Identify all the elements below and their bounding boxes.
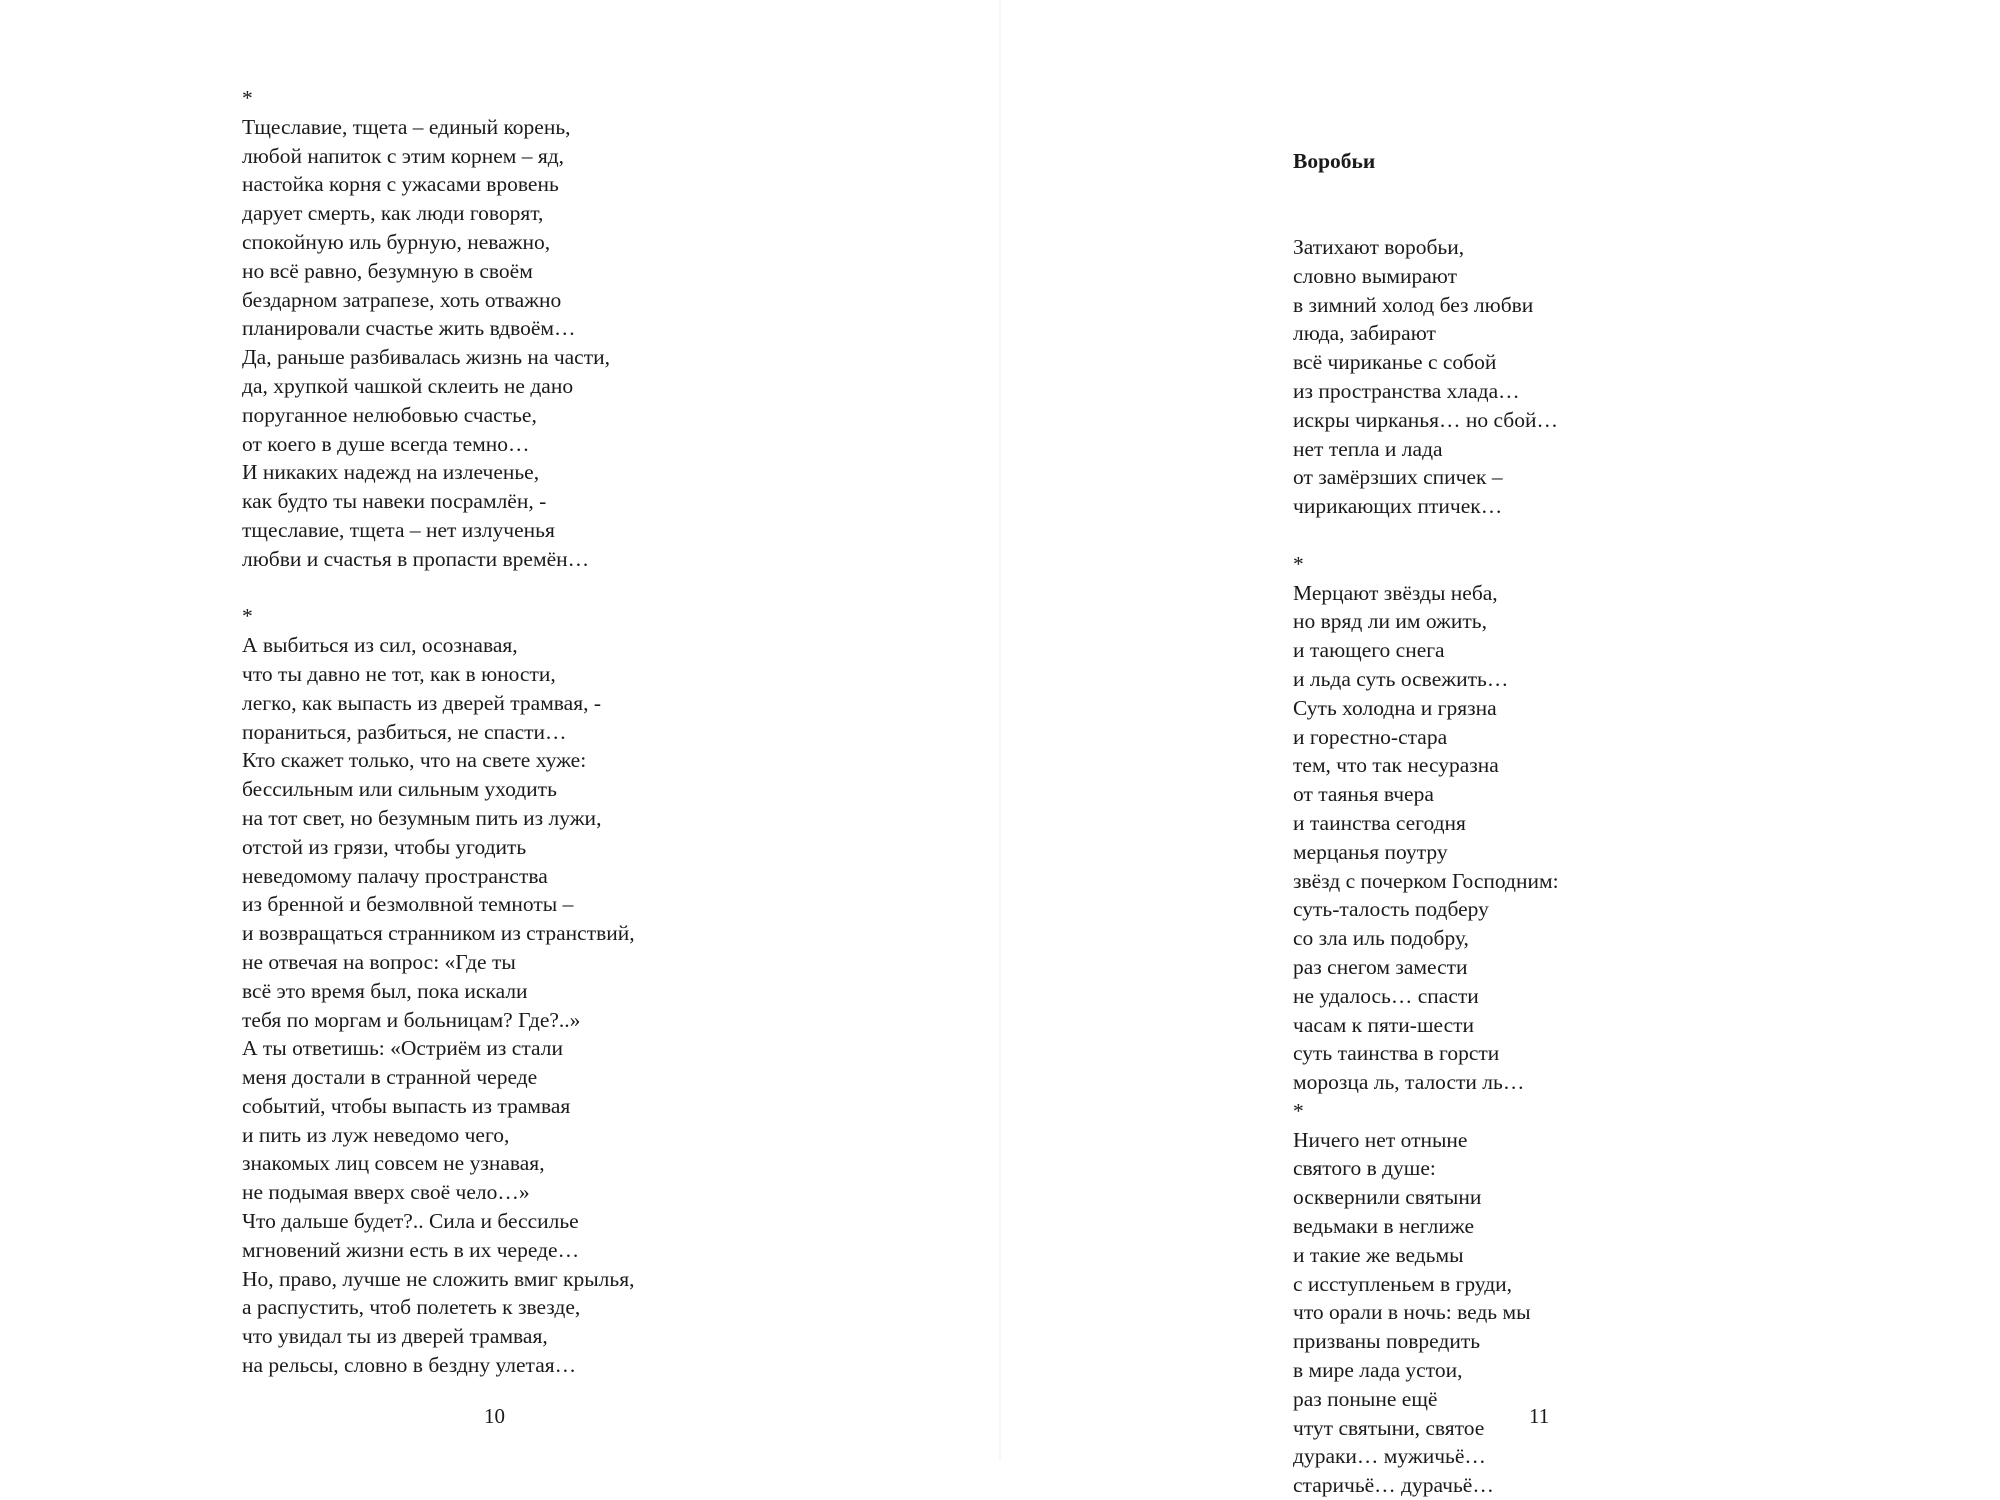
- verse-line: со зла иль подобру,: [1293, 926, 1469, 951]
- verse-line: тебя по моргам и больницам? Где?..»: [242, 1007, 581, 1032]
- verse-line: Затихают воробьи,: [1293, 234, 1465, 259]
- verse-line: всё это время был, пока искали: [242, 978, 528, 1003]
- verse-line: Что дальше будет?.. Сила и бессилье: [242, 1209, 579, 1234]
- verse-line: бездарном затрапезе, хоть отважно: [242, 287, 562, 312]
- stanza-gap: [242, 574, 635, 603]
- verse-line: тщеславие, тщета – нет излученья: [242, 517, 555, 542]
- verse-line: всё чириканье с собой: [1293, 350, 1497, 375]
- verse-line: в мире лада устои,: [1293, 1358, 1463, 1383]
- verse-line: что ты давно не тот, как в юности,: [242, 661, 556, 686]
- verse-line: знакомых лиц совсем не узнавая,: [242, 1151, 545, 1176]
- verse-line: люда, забирают: [1293, 321, 1436, 346]
- verse-line: из бренной и безмолвной темноты –: [242, 892, 574, 917]
- verse-line: но вряд ли им ожить,: [1293, 609, 1487, 634]
- verse-line: но всё равно, безумную в своём: [242, 258, 533, 283]
- verse-line: и горестно-стара: [1293, 724, 1448, 749]
- section-marker: *: [242, 86, 253, 110]
- verse-line: Тщеславие, тщета – единый корень,: [242, 114, 571, 139]
- verse-line: не подымая вверх своё чело…»: [242, 1180, 530, 1205]
- verse-line: Ничего нет отныне: [1293, 1127, 1468, 1152]
- verse-line: любой напиток с этим корнем – яд,: [242, 143, 565, 168]
- verse-line: событий, чтобы выпасть из трамвая: [242, 1093, 571, 1118]
- verse-line: отстой из грязи, чтобы угодить: [242, 834, 527, 859]
- verse-line: планировали счастье жить вдвоём…: [242, 316, 576, 341]
- verse-line: что увидал ты из дверей трамвая,: [242, 1324, 548, 1349]
- verse-line: святого в душе:: [1293, 1156, 1436, 1181]
- verse-line: и пить из луж неведомо чего,: [242, 1122, 510, 1147]
- poem-title: Воробьи: [1293, 148, 1376, 173]
- verse-line: чирикающих птичек…: [1293, 494, 1503, 519]
- section-marker: *: [1293, 551, 1304, 576]
- verse-line: не отвечая на вопрос: «Где ты: [242, 949, 516, 974]
- verse-line: пораниться, разбиться, не спасти…: [242, 719, 567, 744]
- verse-line: на тот свет, но безумным пить из лужи,: [242, 805, 602, 830]
- verse-line: мерцанья поутру: [1293, 839, 1448, 864]
- left-poems: [242, 84, 635, 1380]
- verse-line: и такие же ведьмы: [1293, 1242, 1464, 1267]
- verse-line: часам к пяти-шести: [1293, 1012, 1475, 1037]
- verse-line: Суть холодна и грязна: [1293, 695, 1497, 720]
- section-marker: *: [1293, 1098, 1304, 1123]
- verse-line: от коего в душе всегда темно…: [242, 431, 530, 456]
- verse-line: нет тепла и лада: [1293, 436, 1443, 461]
- verse-line: что орали в ночь: ведь мы: [1293, 1300, 1531, 1325]
- verse-line: с исступленьем в груди,: [1293, 1271, 1513, 1296]
- verse-line: суть таинства в горсти: [1293, 1041, 1500, 1066]
- verse-line: раз поныне ещё: [1293, 1386, 1438, 1411]
- verse-line: искры чирканья… но сбой…: [1293, 407, 1559, 432]
- verse-line: да, хрупкой чашкой склеить не дано: [242, 373, 574, 398]
- verse-line: звёзд с почерком Господним:: [1293, 868, 1559, 893]
- verse-line: морозца ль, талости ль…: [1293, 1070, 1525, 1095]
- verse-line: словно вымирают: [1293, 263, 1457, 288]
- verse-line: спокойную иль бурную, неважно,: [242, 229, 551, 254]
- verse-line: тем, что так несуразна: [1293, 753, 1499, 778]
- verse-line: в зимний холод без любви: [1293, 292, 1534, 317]
- verse-line: от замёрзших спичек –: [1293, 465, 1503, 490]
- verse-line: настойка корня с ужасами вровень: [242, 172, 559, 197]
- right-page: [1000, 0, 2000, 1498]
- page-number-right: 11: [1529, 1404, 1550, 1428]
- verse-line: чтут святыни, святое: [1293, 1415, 1485, 1440]
- verse-line: раз снегом замести: [1293, 954, 1468, 979]
- verse-line: мгновений жизни есть в их череде…: [242, 1237, 580, 1262]
- verse-line: Но, право, лучше не сложить вмиг крылья,: [242, 1266, 635, 1291]
- page-number-left: 10: [484, 1404, 505, 1428]
- verse-line: Да, раньше разбивалась жизнь на части,: [242, 345, 610, 370]
- verse-line: а распустить, чтоб полететь к звезде,: [242, 1295, 581, 1320]
- section-marker: *: [242, 604, 253, 629]
- verse-line: дарует смерть, как люди говорят,: [242, 201, 544, 226]
- verse-line: А ты ответишь: «Остриём из стали: [242, 1036, 563, 1061]
- verse-line: легко, как выпасть из дверей трамвая, -: [242, 690, 602, 715]
- verse-line: осквернили святыни: [1293, 1185, 1482, 1210]
- right-poems: [1293, 89, 1559, 1500]
- stanza-gap: [1293, 521, 1559, 550]
- verse-line: старичьё… дурачьё…: [1293, 1473, 1494, 1498]
- verse-line: и возвращаться странником из странствий,: [242, 921, 635, 946]
- verse-line: неведомому палачу пространства: [242, 863, 548, 888]
- verse-line: и тающего снега: [1293, 638, 1445, 663]
- verse-line: Кто скажет только, что на свете хуже:: [242, 748, 587, 773]
- verse-line: суть-талость подберу: [1293, 897, 1489, 922]
- verse-line: и льда суть освежить…: [1293, 666, 1509, 691]
- verse-line: любви и счастья в пропасти времён…: [242, 546, 590, 571]
- verse-line: меня достали в странной череде: [242, 1065, 538, 1090]
- verse-line: и таинства сегодня: [1293, 810, 1466, 835]
- verse-line: поруганное нелюбовью счастье,: [242, 402, 537, 427]
- left-page: [0, 0, 1000, 1460]
- verse-line: бессильным или сильным уходить: [242, 777, 557, 802]
- verse-line: как будто ты навеки посрамлён, -: [242, 489, 547, 514]
- verse-line: дураки… мужичьё…: [1293, 1444, 1486, 1469]
- verse-line: А выбиться из сил, осознавая,: [242, 633, 518, 658]
- verse-line: призваны повредить: [1293, 1329, 1481, 1354]
- verse-line: И никаких надежд на излеченье,: [242, 460, 540, 485]
- verse-line: из пространства хлада…: [1293, 378, 1520, 403]
- verse-line: от таянья вчера: [1293, 782, 1434, 807]
- verse-line: ведьмаки в неглиже: [1293, 1214, 1475, 1239]
- verse-line: не удалось… спасти: [1293, 983, 1479, 1008]
- verse-line: на рельсы, словно в бездну улетая…: [242, 1353, 577, 1378]
- verse-line: Мерцают звёзды неба,: [1293, 580, 1498, 605]
